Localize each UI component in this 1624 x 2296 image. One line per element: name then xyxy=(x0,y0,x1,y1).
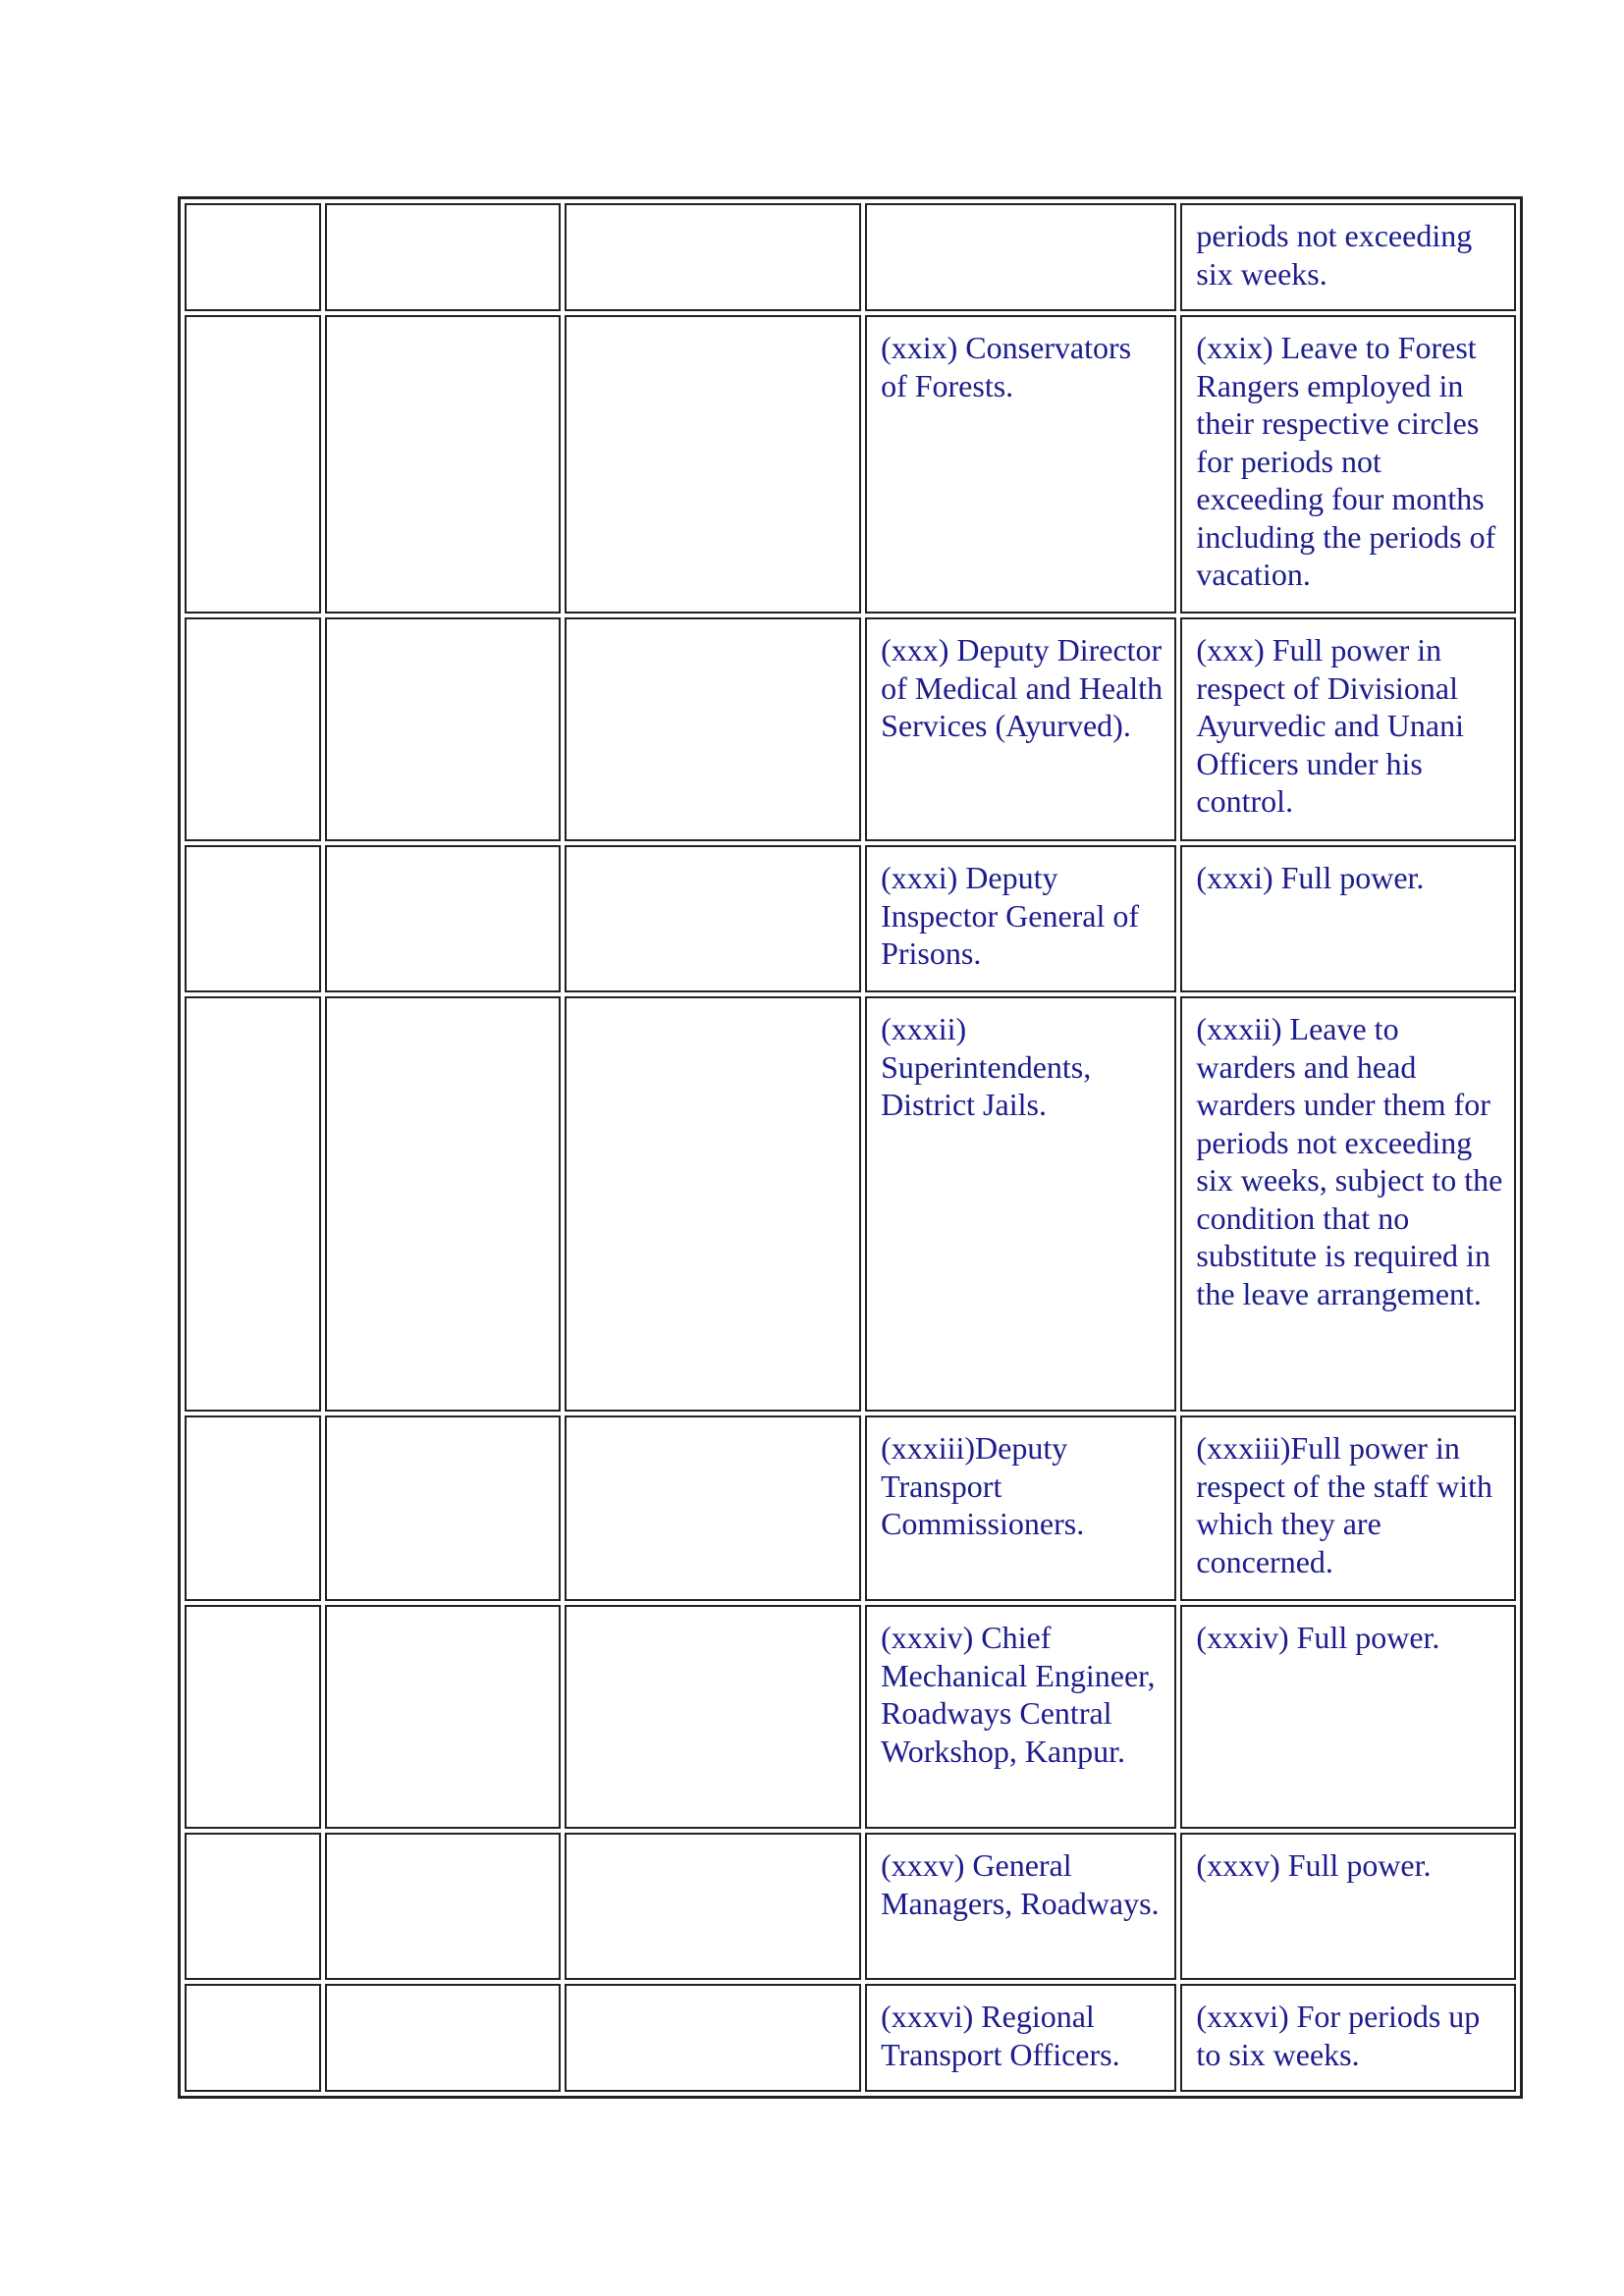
authority-cell: (xxxiii)Deputy Transport Commissioners. xyxy=(865,1415,1176,1601)
powers-cell: (xxxi) Full power. xyxy=(1180,845,1516,992)
empty-cell-col2 xyxy=(325,1605,561,1829)
table-row xyxy=(185,996,1516,1412)
table-row xyxy=(185,1833,1516,1980)
authority-cell: (xxxv) General Managers, Roadways. xyxy=(865,1833,1176,1980)
empty-cell-col1 xyxy=(185,1984,321,2092)
empty-cell-col1 xyxy=(185,845,321,992)
empty-cell-col2 xyxy=(325,1415,561,1601)
empty-cell-col3 xyxy=(565,1415,861,1601)
empty-cell-col1 xyxy=(185,1605,321,1829)
empty-cell-col1 xyxy=(185,315,321,614)
empty-cell-col1 xyxy=(185,617,321,841)
empty-cell-col2 xyxy=(325,996,561,1412)
empty-cell-col2 xyxy=(325,1833,561,1980)
empty-cell-col1 xyxy=(185,996,321,1412)
authority-cell: (xxxii) Superintendents, District Jails. xyxy=(865,996,1176,1412)
authority-cell: (xxx) Deputy Director of Medical and Health Services (Ayurved). xyxy=(865,617,1176,841)
empty-cell-col2 xyxy=(325,617,561,841)
empty-cell-col3 xyxy=(565,996,861,1412)
empty-cell-col3 xyxy=(565,1605,861,1829)
empty-cell-col3 xyxy=(565,1984,861,2092)
authority-cell: (xxxiv) Chief Mechanical Engineer, Roadways Central Workshop, Kanpur. xyxy=(865,1605,1176,1829)
authority-cell: (xxix) Conservators of Forests. xyxy=(865,315,1176,614)
empty-cell-col1 xyxy=(185,1415,321,1601)
powers-cell: (xxix) Leave to Forest Rangers employed in their respective circles for periods not exceeding four months including the periods of vacation. xyxy=(1180,315,1516,614)
powers-cell: (xxxii) Leave to warders and head warders under them for periods not exceeding six weeks, subject to the condition that no substitute is required in the leave arrangement. xyxy=(1180,996,1516,1412)
table-row xyxy=(185,1984,1516,2092)
table-row xyxy=(185,617,1516,841)
authority-cell xyxy=(865,203,1176,311)
empty-cell-col3 xyxy=(565,1833,861,1980)
empty-cell-col3 xyxy=(565,203,861,311)
empty-cell-col1 xyxy=(185,1833,321,1980)
authority-cell: (xxxvi) Regional Transport Officers. xyxy=(865,1984,1176,2092)
empty-cell-col3 xyxy=(565,617,861,841)
powers-cell: (xxxvi) For periods up to six weeks. xyxy=(1180,1984,1516,2092)
table-row xyxy=(185,315,1516,614)
empty-cell-col2 xyxy=(325,203,561,311)
leave-powers-table xyxy=(178,196,1523,2099)
table-row xyxy=(185,1415,1516,1601)
empty-cell-col3 xyxy=(565,845,861,992)
empty-cell-col2 xyxy=(325,1984,561,2092)
empty-cell-col2 xyxy=(325,845,561,992)
powers-cell: (xxxv) Full power. xyxy=(1180,1833,1516,1980)
powers-cell: (xxx) Full power in respect of Divisional Ayurvedic and Unani Officers under his control. xyxy=(1180,617,1516,841)
powers-cell: (xxxiii)Full power in respect of the staff with which they are concerned. xyxy=(1180,1415,1516,1601)
empty-cell-col2 xyxy=(325,315,561,614)
empty-cell-col1 xyxy=(185,203,321,311)
table-row xyxy=(185,203,1516,311)
table-row xyxy=(185,1605,1516,1829)
powers-cell: periods not exceeding six weeks. xyxy=(1180,203,1516,311)
empty-cell-col3 xyxy=(565,315,861,614)
table-row xyxy=(185,845,1516,992)
authority-cell: (xxxi) Deputy Inspector General of Prisons. xyxy=(865,845,1176,992)
powers-cell: (xxxiv) Full power. xyxy=(1180,1605,1516,1829)
